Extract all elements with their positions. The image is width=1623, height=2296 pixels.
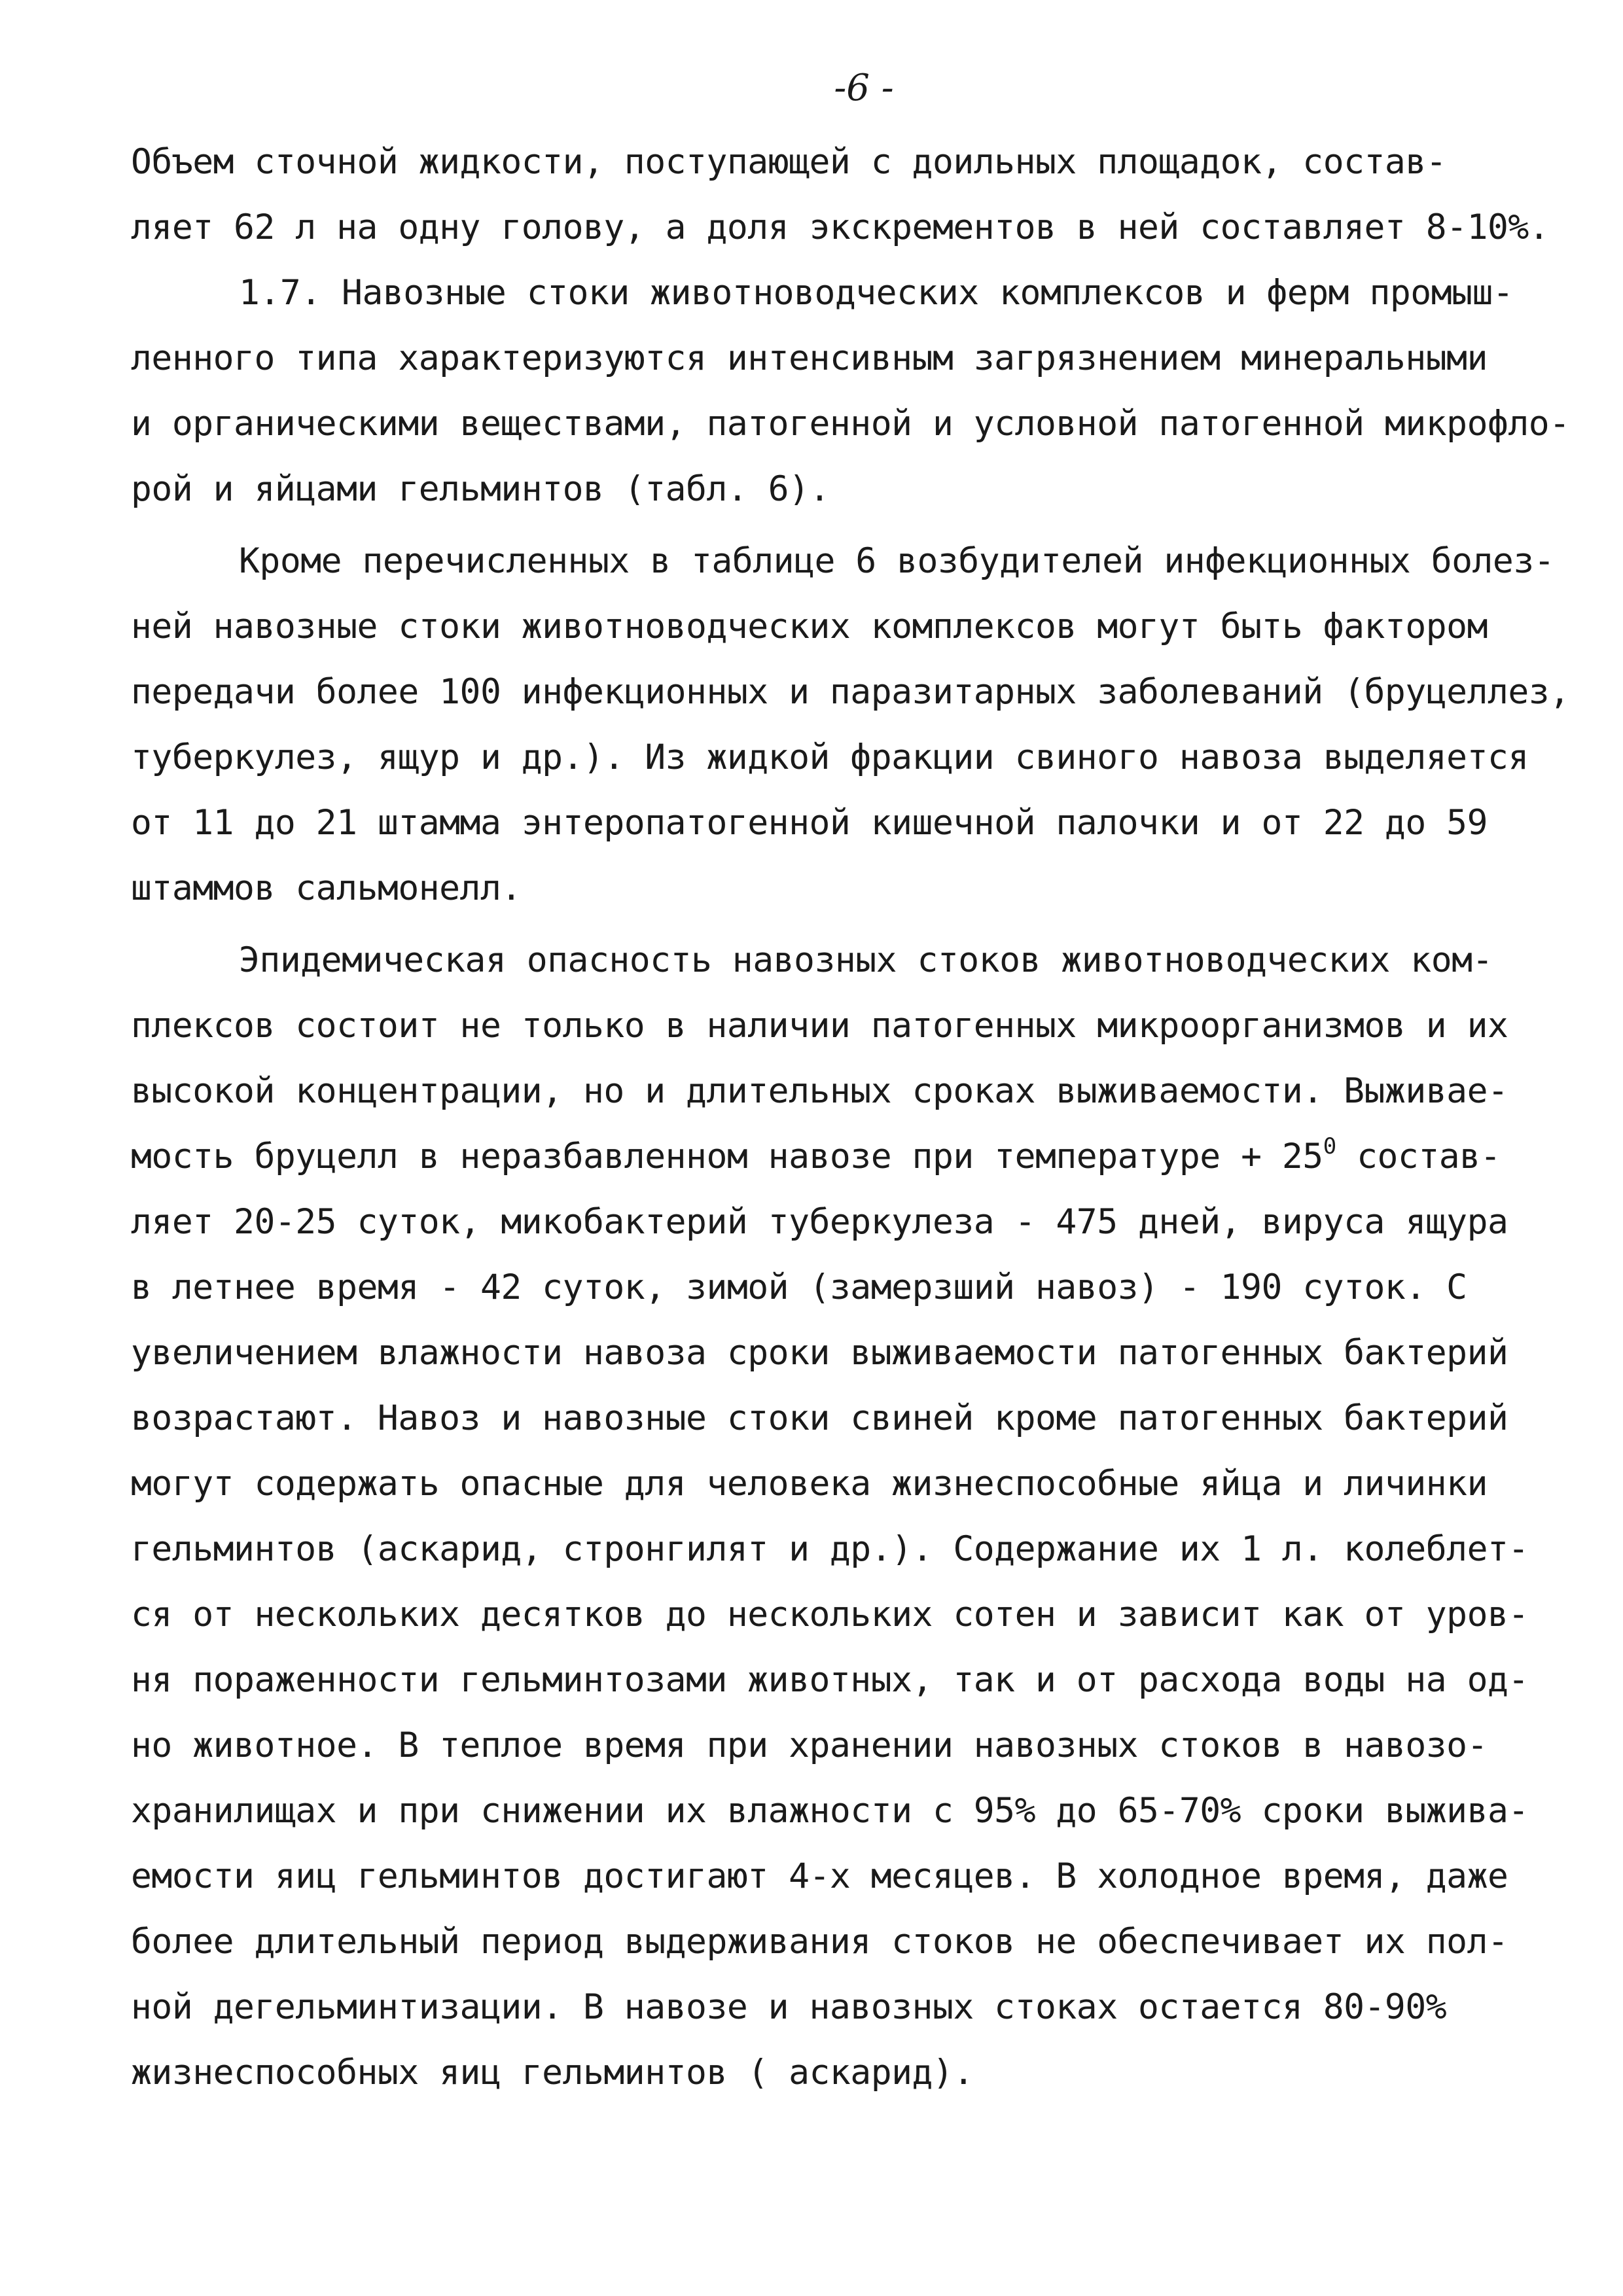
text-line: от 11 до 21 штамма энтеропатогенной кишечной палочки и от 22 до 59 bbox=[131, 803, 1488, 843]
text-line: жизнеспособных яиц гельминтов ( аскарид). bbox=[131, 2053, 974, 2093]
text-line: ленного типа характеризуются интенсивным загрязнением минеральными bbox=[131, 338, 1488, 378]
text-line: более длительный период выдерживания стоков не обеспечивает их пол- bbox=[131, 1922, 1508, 1962]
text-line bbox=[131, 1124, 1531, 1190]
text-line: ся от нескольких десятков до нескольких сотен и зависит как от уров- bbox=[131, 1595, 1529, 1634]
text-line: ня пораженности гельминтозами животных, так и от расхода воды на од- bbox=[131, 1660, 1529, 1700]
text-line: но животное. В теплое время при хранении навозных стоков в навозо- bbox=[131, 1725, 1488, 1765]
text-line: Объем сточной жидкости, поступающей с доильных площадок, состав- bbox=[131, 142, 1447, 182]
text-line: Кроме перечисленных в таблице 6 возбудителей инфекционных болез- bbox=[239, 541, 1555, 581]
degree-superscript: 0 bbox=[1323, 1133, 1336, 1159]
text-line: рой и яйцами гельминтов (табл. 6). bbox=[131, 469, 830, 509]
text-line: ляет 20-25 суток, микобактерий туберкулеза - 475 дней, вируса ящура bbox=[131, 1202, 1508, 1242]
text-line: в летнее время - 42 суток, зимой (замерзший навоз) - 190 суток. С bbox=[131, 1267, 1467, 1307]
text-line: плексов состоит не только в наличии патогенных микроорганизмов и их bbox=[131, 1006, 1508, 1046]
text-line: туберкулез, ящур и др.). Из жидкой фракции свиного навоза выделяется bbox=[131, 737, 1529, 777]
text-line: 1.7. Навозные стоки животноводческих комплексов и ферм промыш- bbox=[239, 273, 1514, 313]
text-line: хранилищах и при снижении их влажности с 95% до 65-70% сроки выжива- bbox=[131, 1791, 1529, 1831]
text-line: Эпидемическая опасность навозных стоков животноводческих ком- bbox=[239, 940, 1493, 980]
text-line: ной дегельминтизации. В навозе и навозных стоках остается 80-90% bbox=[131, 1987, 1447, 2027]
text-line: ней навозные стоки животноводческих комплексов могут быть фактором bbox=[131, 607, 1488, 646]
text-line: и органическими веществами, патогенной и условной патогенной микрофло- bbox=[131, 404, 1570, 444]
text-line-start: мость бруцелл в неразбавленном навозе при температуре + 25 bbox=[131, 1137, 1323, 1176]
text-line: штаммов сальмонелл. bbox=[131, 868, 522, 908]
text-line: увеличением влажности навоза сроки выживаемости патогенных бактерий bbox=[131, 1333, 1508, 1373]
text-line: высокой концентрации, но и длительных сроках выживаемости. Выживае- bbox=[131, 1071, 1508, 1111]
page-number: -6 - bbox=[834, 67, 894, 109]
text-line-end: состав- bbox=[1336, 1137, 1501, 1176]
text-line: ляет 62 л на одну голову, а доля экскрементов в ней составляет 8-10%. bbox=[131, 207, 1550, 247]
text-line: могут содержать опасные для человека жизнеспособные яйца и личинки bbox=[131, 1464, 1488, 1504]
text-line: емости яиц гельминтов достигают 4-х месяцев. В холодное время, даже bbox=[131, 1856, 1508, 1896]
text-line: гельминтов (аскарид, стронгилят и др.). Содержание их 1 л. колеблет- bbox=[131, 1529, 1529, 1569]
text-line: возрастают. Навоз и навозные стоки свиней кроме патогенных бактерий bbox=[131, 1398, 1508, 1438]
text-line: передачи более 100 инфекционных и паразитарных заболеваний (бруцеллез, bbox=[131, 672, 1570, 712]
